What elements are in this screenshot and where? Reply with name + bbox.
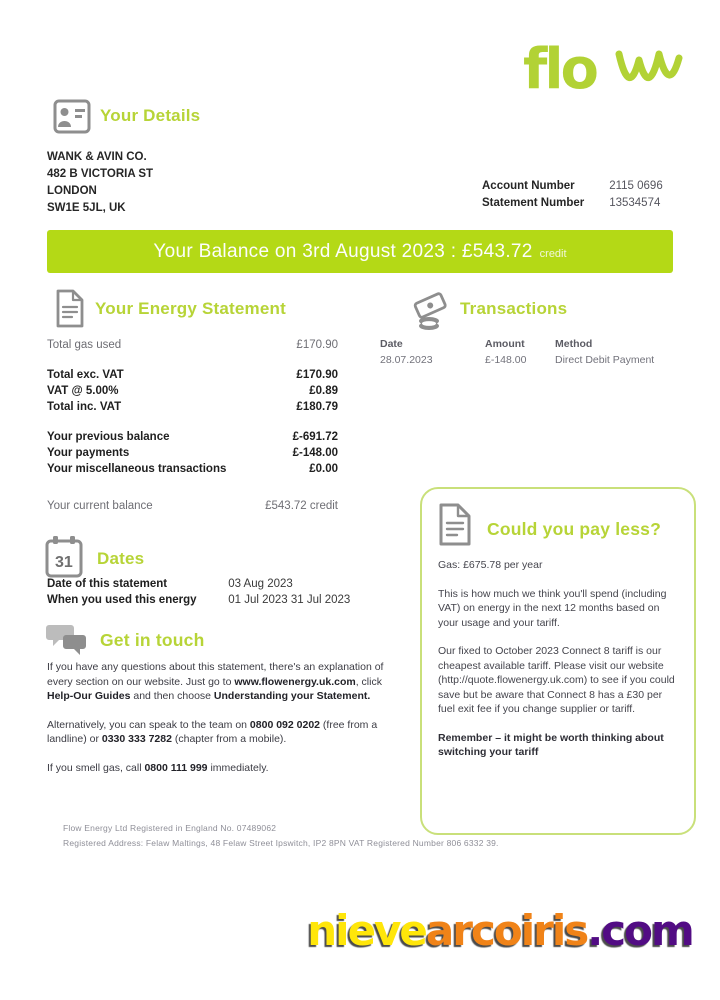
row-label: Date of this statement xyxy=(47,578,168,590)
payless-remember-note: Remember – it might be worth thinking about switching your tariff xyxy=(438,731,664,758)
account-number-label: Account Number xyxy=(482,180,575,192)
footer-address-line: Registered Address: Felaw Maltings, 48 Felaw Street Ipswitch, IP2 8PN VAT Registered Number 806 6332 39. xyxy=(63,838,499,848)
row-value: £0.00 xyxy=(309,463,338,475)
watermark-part-com: .com xyxy=(587,906,693,955)
energy-statement-table xyxy=(47,337,338,514)
customer-address xyxy=(47,149,153,217)
row-value: £170.90 xyxy=(296,369,338,381)
statement-document-icon xyxy=(55,289,85,329)
transaction-amount: £-148.00 xyxy=(485,354,527,366)
row-label: Your current balance xyxy=(47,500,153,512)
contact-paragraph: If you have any questions about this statement, there's an explanation of every section on our website. Just go to www.flowenergy.uk.com, click Help-Our Guides and then choose Understanding your Statement. xyxy=(47,661,384,702)
flow-logo-icon xyxy=(523,36,691,100)
could-you-pay-less-heading: Could you pay less? xyxy=(487,519,661,539)
account-number-row xyxy=(482,178,663,195)
column-header-method: Method xyxy=(555,338,593,350)
balance-banner-credit-suffix: credit xyxy=(539,247,567,260)
transactions-money-icon xyxy=(412,291,454,333)
get-in-touch-heading: Get in touch xyxy=(100,630,205,650)
flow-logo xyxy=(523,36,691,100)
row-label: Total gas used xyxy=(47,339,122,351)
dates-heading: Dates xyxy=(97,549,145,568)
row-value: £543.72 credit xyxy=(265,500,338,512)
payless-paragraph: This is how much we think you'll spend (including VAT) on energy in the next 12 months based on your usage and your tariff. xyxy=(438,587,667,629)
statement-number-label: Statement Number xyxy=(482,196,585,209)
column-header-date: Date xyxy=(380,338,403,350)
gas-per-year-line: Gas: £675.78 per year xyxy=(438,559,543,571)
table-row xyxy=(47,576,350,592)
watermark-part-nieve: nieve xyxy=(307,906,426,955)
account-number-value: 2115 0696 xyxy=(609,180,663,192)
watermark-nievearcoiris xyxy=(270,906,720,955)
table-row xyxy=(47,461,338,477)
row-value: £0.89 xyxy=(309,385,338,397)
table-row xyxy=(47,498,338,514)
address-line: LONDON xyxy=(47,185,97,197)
transactions-table xyxy=(380,336,705,368)
phone-paragraph: Alternatively, you can speak to the team on 0800 092 0202 (free from a landline) or 0330 333 7282 (chapter from a mobile). xyxy=(47,718,378,745)
statement-number-row xyxy=(482,195,663,212)
table-row xyxy=(47,367,338,383)
row-value: £180.79 xyxy=(296,401,338,413)
row-label: When you used this energy xyxy=(47,594,197,606)
row-label: Your miscellaneous transactions xyxy=(47,463,227,475)
table-row xyxy=(47,445,338,461)
payless-paragraph: Our fixed to October 2023 Connect 8 tariff is our cheapest available tariff. Please visit our website (http://quote.flowenergy.uk.com) to see if you could save but be aware that Connect 8 has a £30 per fuel exit fee if you change supplier or tariff. xyxy=(438,645,675,715)
table-row xyxy=(47,429,338,445)
footer-registration-line: Flow Energy Ltd Registered in England No. 07489062 xyxy=(63,823,277,833)
row-value: 03 Aug 2023 xyxy=(228,578,293,590)
row-value: £-691.72 xyxy=(292,431,338,443)
table-row xyxy=(47,383,338,399)
address-line: 482 B VICTORIA ST xyxy=(47,168,154,180)
table-row xyxy=(47,592,350,608)
row-label: Your previous balance xyxy=(47,431,170,443)
address-line: SW1E 5JL, UK xyxy=(47,202,126,214)
your-details-heading: Your Details xyxy=(100,106,201,125)
account-info xyxy=(482,178,663,211)
address-line: WANK & AVIN CO. xyxy=(47,151,147,163)
gas-emergency-paragraph: If you smell gas, call 0800 111 999 immediately. xyxy=(47,761,269,774)
transaction-date: 28.07.2023 xyxy=(380,354,433,366)
svg-text:flo: flo xyxy=(523,37,597,100)
row-label: Total exc. VAT xyxy=(47,369,124,381)
calendar-day-number: 31 xyxy=(55,554,73,571)
table-row xyxy=(380,352,705,368)
transactions-heading: Transactions xyxy=(460,299,568,318)
energy-statement-heading: Your Energy Statement xyxy=(95,299,286,318)
table-row xyxy=(47,337,338,353)
row-label: VAT @ 5.00% xyxy=(47,385,119,397)
column-header-amount: Amount xyxy=(485,338,525,350)
row-value: £-148.00 xyxy=(292,447,338,459)
speech-bubbles-icon xyxy=(46,621,88,659)
watermark-part-arcoiris: arcoiris xyxy=(425,906,588,955)
could-you-pay-less-body xyxy=(438,558,676,774)
dates-table xyxy=(47,576,350,608)
table-row xyxy=(47,399,338,415)
payless-document-icon xyxy=(438,503,472,547)
transactions-header-row xyxy=(380,336,705,352)
id-card-icon xyxy=(53,99,91,135)
row-value: £170.90 xyxy=(296,339,338,351)
balance-banner xyxy=(47,230,673,273)
get-in-touch-body xyxy=(47,660,392,789)
row-label: Total inc. VAT xyxy=(47,401,122,413)
row-value: 01 Jul 2023 31 Jul 2023 xyxy=(228,594,351,606)
statement-number-value: 13534574 xyxy=(609,196,661,209)
balance-banner-text: Your Balance on 3rd August 2023 : £543.72 xyxy=(153,240,533,262)
transaction-method: Direct Debit Payment xyxy=(555,354,655,366)
row-label: Your payments xyxy=(47,447,130,459)
calendar-icon xyxy=(45,536,83,578)
